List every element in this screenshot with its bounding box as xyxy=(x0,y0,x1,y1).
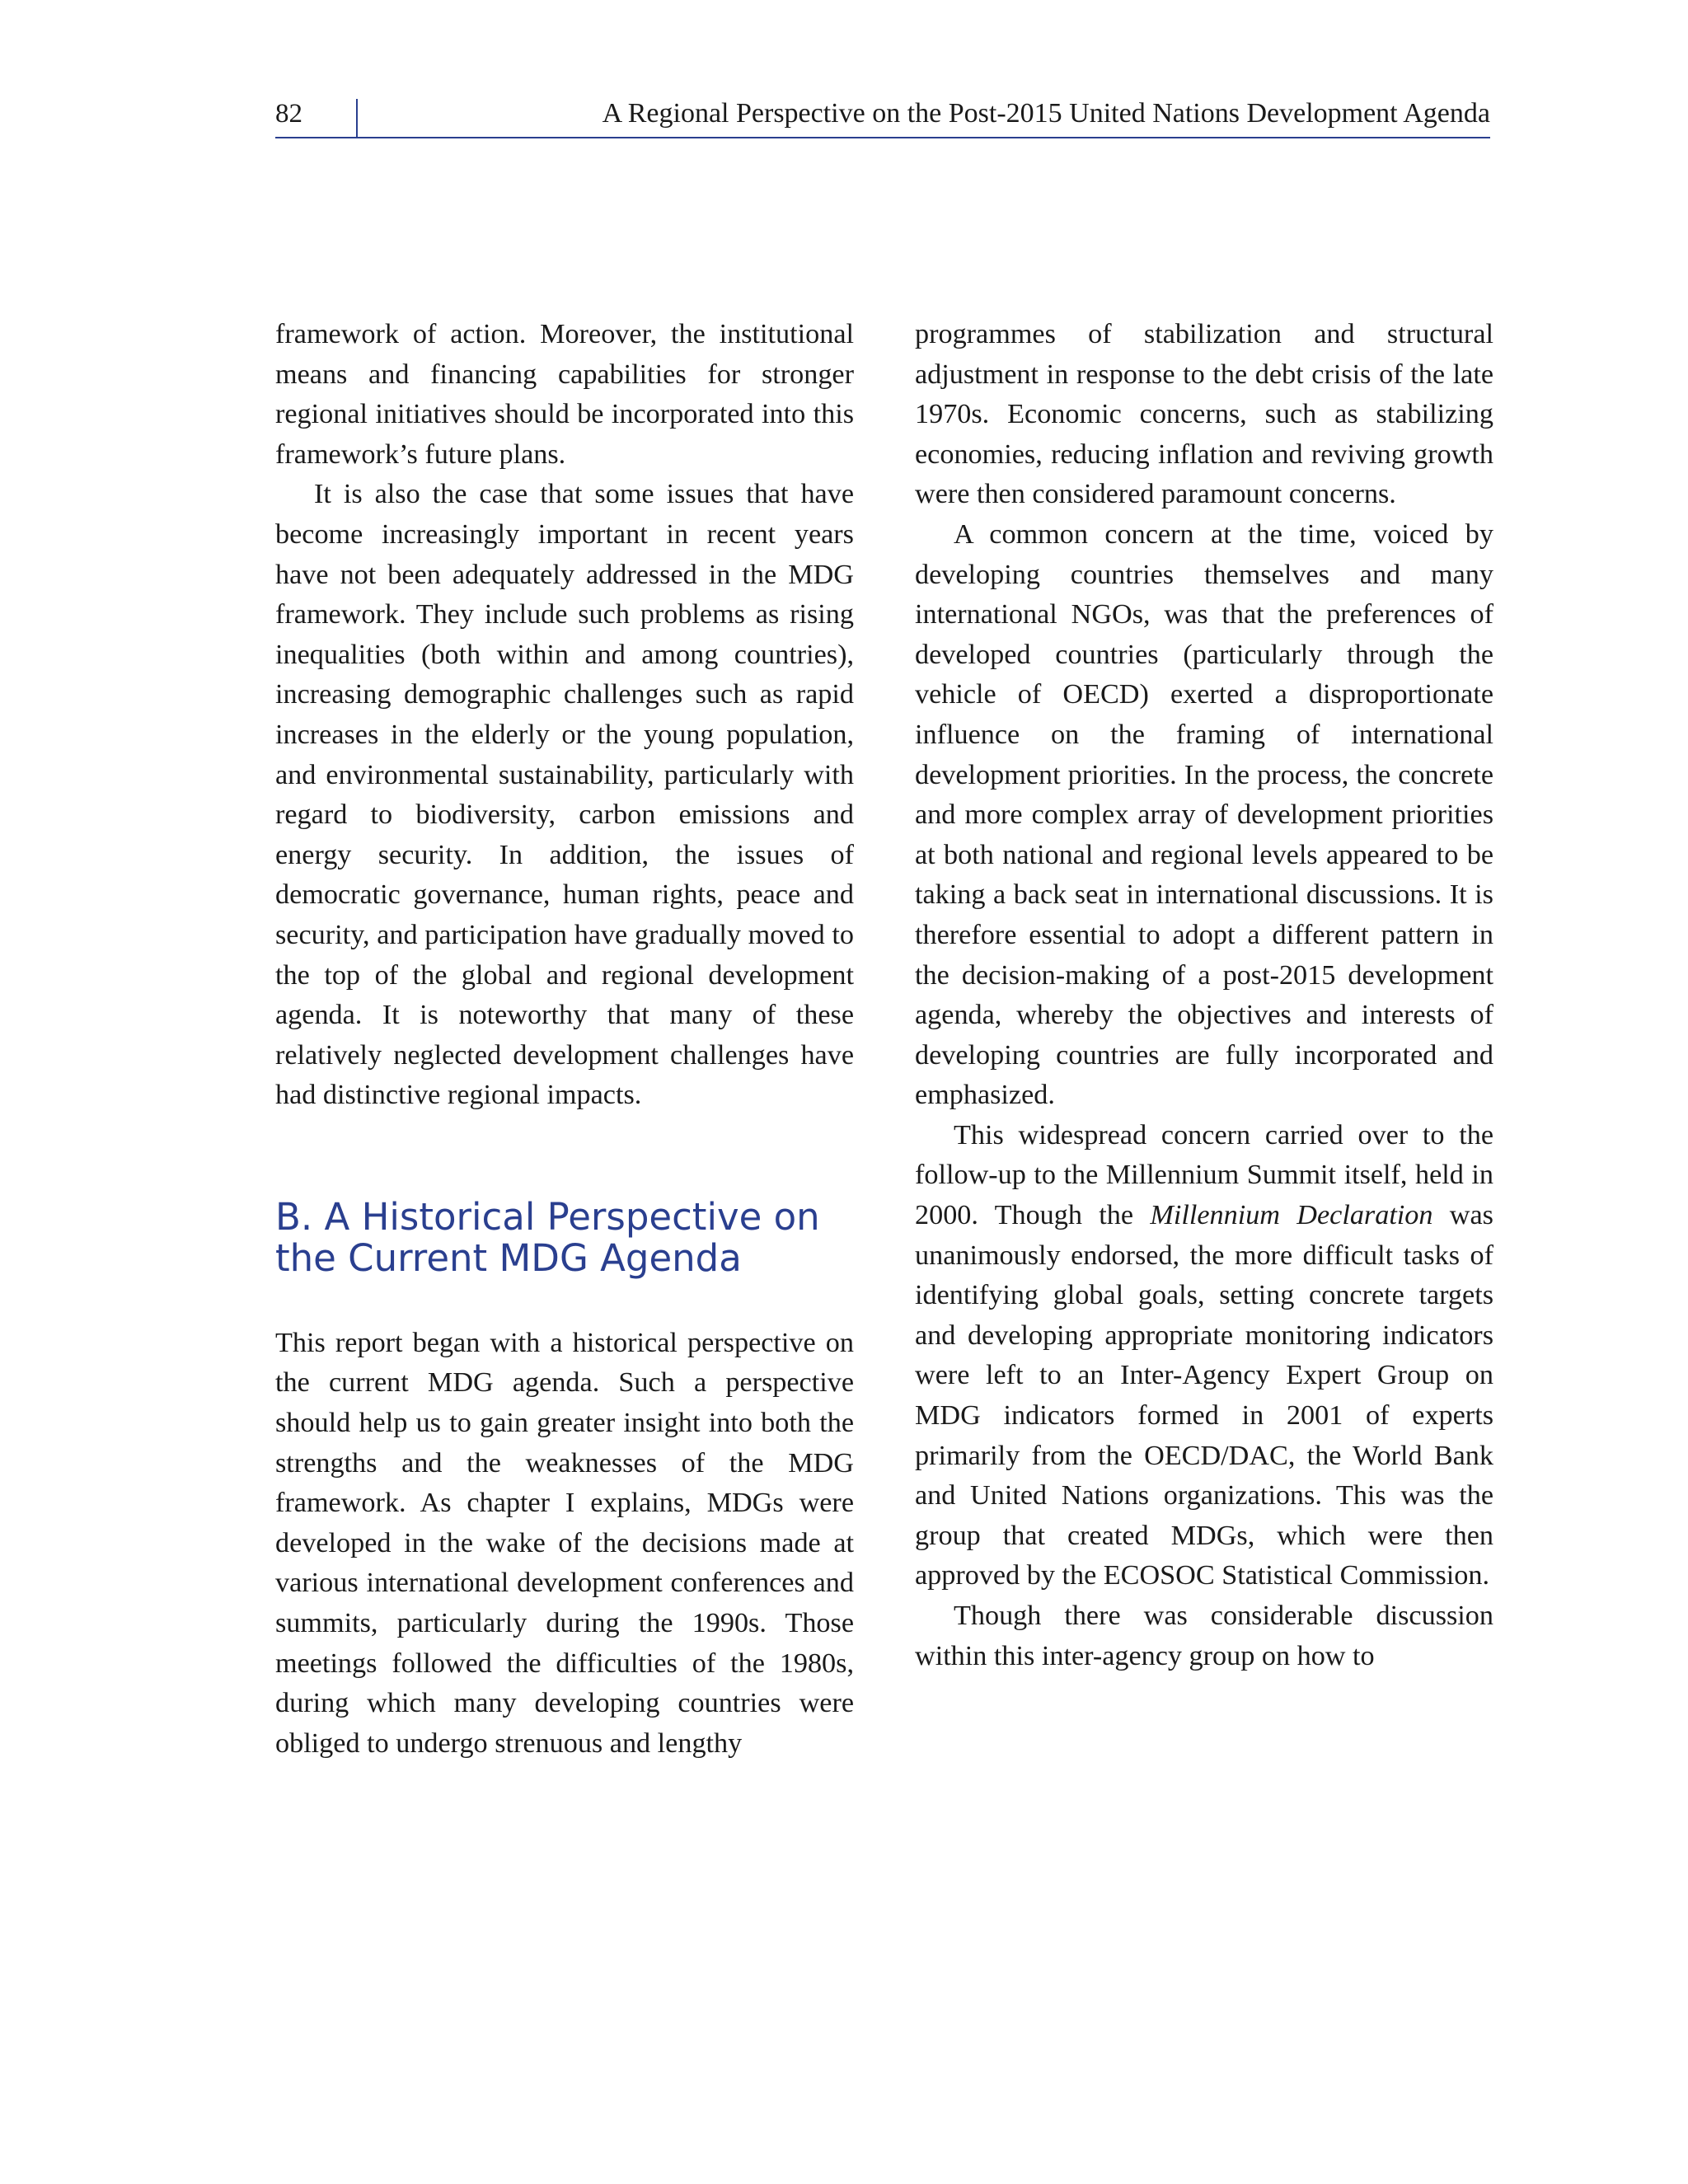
right-column xyxy=(915,315,1493,1676)
left-column xyxy=(275,315,854,1764)
paragraph: This report began with a historical perspective on the current MDG agenda. Such a perspective should help us to gain greater insight into both the strengths and the weaknesses of the MDG framework. As chapter I explains, MDGs were developed in the wake of the decisions made at various international development conferences and summits, particularly during the 1990s. Those meetings followed the difficulties of the 1980s, during which many developing countries were obliged to undergo strenuous and lengthy xyxy=(275,1327,854,1759)
paragraph xyxy=(915,1116,1493,1596)
running-title: A Regional Perspective on the Post-2015 United Nations Development Agenda xyxy=(602,98,1490,129)
section-heading-line: the Current MDG Agenda xyxy=(275,1235,742,1280)
section-heading xyxy=(275,1194,854,1280)
paragraph: programmes of stabilization and structural adjustment in response to the debt crisis of the late 1970s. Economic concerns, such as stabilizing economies, reducing inflation and reviving growth were then considered paramount concerns. xyxy=(915,319,1493,510)
header-divider xyxy=(356,99,358,138)
header-rule xyxy=(275,137,1490,138)
section-heading-line: B. A Historical Perspective on xyxy=(275,1194,820,1239)
page-number: 82 xyxy=(275,99,302,129)
paragraph: Though there was considerable discussion within this inter-agency group on how to xyxy=(915,1601,1493,1671)
paragraph-text: This widespread concern carried over to the follow-up to the Millennium Summit itself, held in 2000. Though the xyxy=(915,1119,1493,1231)
paragraph: A common concern at the time, voiced by developing countries themselves and many international NGOs, was that the preferences of developed countries (particularly through the vehicle of OECD) exerted a disproportionate influence on the framing of international development priorities. In the process, the concrete and more complex array of development priorities at both national and regional levels appeared to be taking a back seat in international discussions. It is therefore essential to adopt a different pattern in the decision-making of a post-2015 development agenda, whereby the objectives and interests of developing countries are fully incorporated and emphasized. xyxy=(915,518,1493,1111)
paragraph-text: was unanimously endorsed, the more difficult tasks of identifying global goals, setting concrete targets and developing appropriate monitoring indicators were left to an Inter-Agency Expert Group on MDG indicators formed in 2001 of experts primarily from the OECD/DAC, the World Bank and United Nations organizations. This was the group that created MDGs, which were then approved by the ECOSOC Statistical Commission. xyxy=(915,1200,1493,1591)
paragraph: framework of action. Moreover, the institutional means and financing capabilities for stronger regional initiatives should be incorporated into this framework’s future plans. xyxy=(275,319,854,470)
paragraph: It is also the case that some issues that have become increasingly important in recent years have not been adequately addressed in the MDG framework. They include such problems as rising inequalities (both within and among countries), increasing demographic challenges such as rapid increases in the elderly or the young population, and environmental sustainability, particularly with regard to biodiversity, carbon emissions and energy security. In addition, the issues of democratic governance, human rights, peace and security, and participation have gradually moved to the top of the global and regional development agenda. It is noteworthy that many of these relatively neglected development challenges have had distinctive regional impacts. xyxy=(275,479,854,1111)
italic-title: Millennium Declaration xyxy=(1150,1200,1433,1231)
